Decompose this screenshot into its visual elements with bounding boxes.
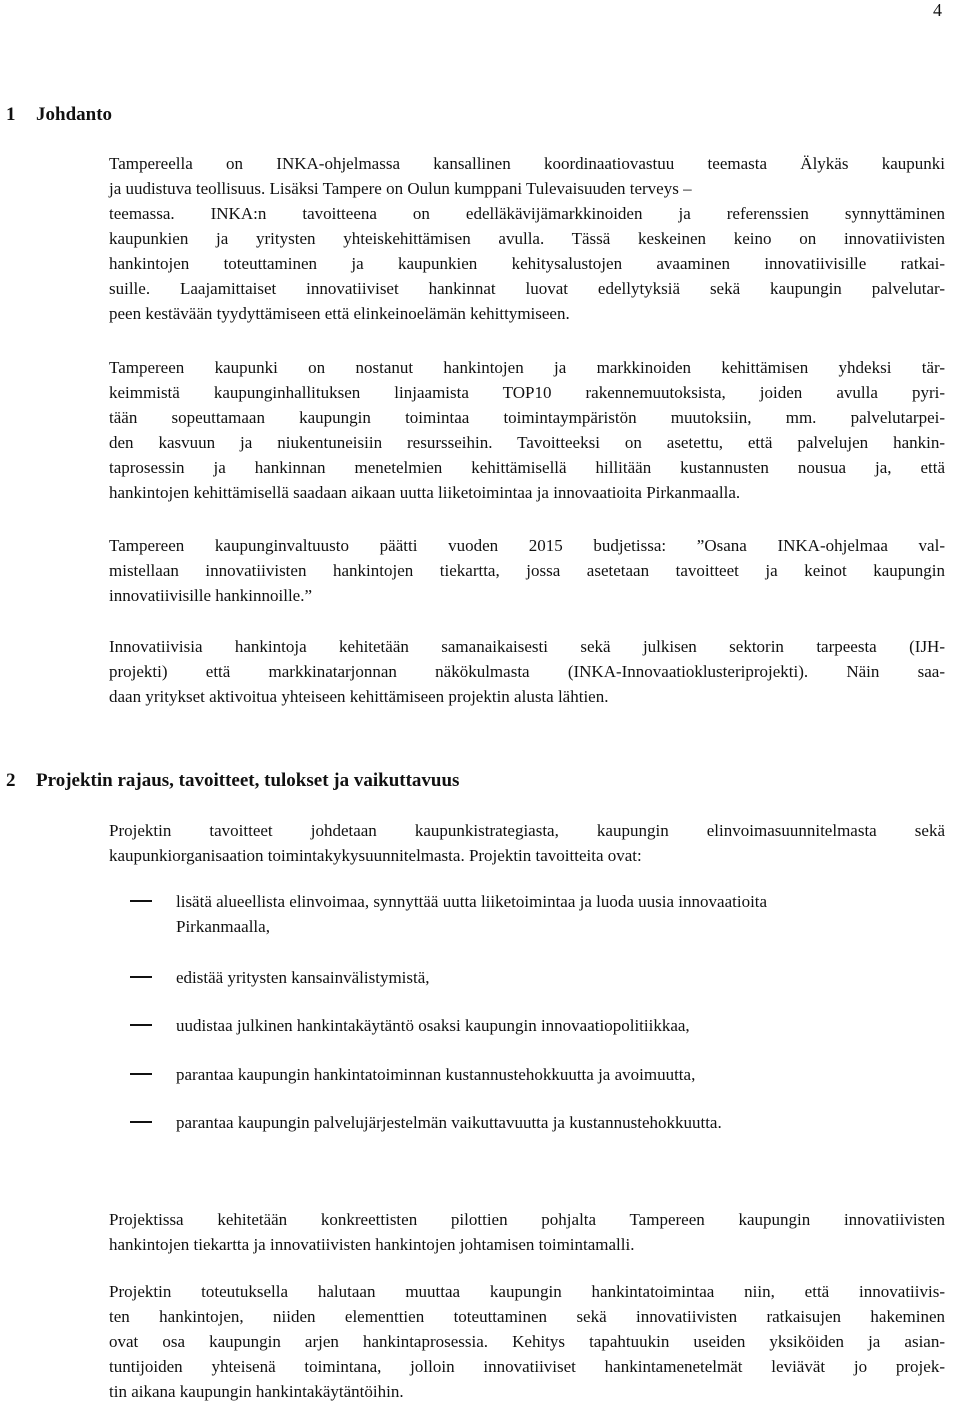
section-heading-2 (6, 769, 459, 793)
text-line: Tampereella on INKA-ohjelmassa kansallinen koordinaatiovastuu teemasta Älykäs kaupunki (109, 154, 945, 173)
text-line: Pirkanmaalla, (176, 917, 270, 936)
dash-bullet-icon (130, 976, 152, 978)
text-line: innovatiivisille hankinnoille.” (109, 586, 313, 605)
text-line: Innovatiivisia hankintoja kehitetään samanaikaisesti sekä julkisen sektorin tarpeesta (IJH- (109, 637, 945, 656)
text-line: Tampereen kaupunginvaltuusto päätti vuoden 2015 budjetissa: ”Osana INKA-ohjelmaa val- (109, 536, 945, 555)
text-line: daan yritykset aktivoitua yhteiseen kehittämiseen projektin alusta lähtien. (109, 687, 609, 706)
text-line: Projektissa kehitetään konkreettisten pilottien pohjalta Tampereen kaupungin innovatiivisten (109, 1210, 945, 1229)
text-line: mistellaan innovatiivisten hankintojen tiekartta, jossa asetetaan tavoitteet ja keinot kaupungin (109, 561, 945, 580)
text-line: hankintojen kehittämisellä saadaan aikaan uutta liiketoimintaa ja innovaatioita Pirkanmaalla. (109, 483, 741, 502)
text-line: keimmistä kaupunginhallituksen linjaamista TOP10 rakennemuutoksista, joiden avulla pyri- (109, 383, 945, 402)
text-line: Projektin toteutuksella halutaan muuttaa kaupungin hankintatoimintaa niin, että innovatiivis- (109, 1282, 945, 1301)
section-number: 2 (6, 770, 16, 791)
text-line: parantaa kaupungin palvelujärjestelmän vaikuttavuutta ja kustannustehokkuutta. (176, 1113, 722, 1132)
paragraph (109, 151, 945, 326)
paragraph (109, 1207, 945, 1257)
dash-bullet-icon (130, 900, 152, 902)
paragraph (109, 1279, 945, 1404)
text-line: teemassa. INKA:n tavoitteena on edelläkävijämarkkinoiden ja referenssien synnyttäminen (109, 204, 945, 223)
text-line: edistää yritysten kansainvälistymistä, (176, 968, 430, 987)
text-line: ovat osa kaupungin arjen hankintaprosessia. Kehitys tapahtuukin useiden yksiköiden ja asian- (109, 1332, 945, 1351)
paragraph (109, 355, 945, 505)
text-line: Projektin tavoitteet johdetaan kaupunkistrategiasta, kaupungin elinvoimasuunnitelmasta sekä (109, 821, 945, 840)
text-line: ten hankintojen, niiden elementtien toteuttaminen sekä innovatiivisten ratkaisujen hakeminen (109, 1307, 945, 1326)
text-line: suille. Laajamittaiset innovatiiviset hankinnat luovat edellytyksiä sekä kaupungin palvelutar- (109, 279, 945, 298)
page-number: 4 (933, 0, 942, 20)
text-line: Tampereen kaupunki on nostanut hankintojen ja markkinoiden kehittämisen yhdeksi tär- (109, 358, 945, 377)
text-line: projekti) että markkinatarjonnan näkökulmasta (INKA-Innovaatioklusteriprojekti). Näin saa- (109, 662, 945, 681)
section-title: Johdanto (36, 104, 113, 125)
paragraph (109, 533, 945, 608)
text-line: parantaa kaupungin hankintatoiminnan kustannustehokkuutta ja avoimuutta, (176, 1065, 696, 1084)
text-line: peen kestävään tyydyttämiseen että elinkeinoelämän kehittymiseen. (109, 304, 570, 323)
dash-bullet-icon (130, 1121, 152, 1123)
text-line: tuntijoiden yhteisenä toimintana, jolloin innovatiiviset hankintamenetelmät leviävät jo projek- (109, 1357, 945, 1376)
text-line: taprosessin ja hankinnan menetelmien kehittämisellä hillitään kustannusten nousua ja, että (109, 458, 945, 477)
text-line: kaupunkien ja yritysten yhteiskehittämisen avulla. Tässä keskeinen keino on innovatiivisten (109, 229, 945, 248)
text-line: hankintojen tiekartta ja innovatiivisten hankintojen johtamisen toimintamalli. (109, 1235, 635, 1254)
text-line: tään sopeuttamaan kaupungin toimintaa toimintaympäristön muutoksiin, mm. palvelutarpei- (109, 408, 945, 427)
text-line: den kasvuun ja niukentuneisiin resursseihin. Tavoitteeksi on asetettu, että palvelujen hankin- (109, 433, 945, 452)
section-number: 1 (6, 104, 16, 125)
paragraph (109, 818, 945, 868)
dash-bullet-icon (130, 1024, 152, 1026)
section-title: Projektin rajaus, tavoitteet, tulokset ja vaikuttavuus (36, 770, 460, 791)
text-line: hankintojen toteuttaminen ja kaupunkien kehitysalustojen avaaminen innovatiivisille ratkai- (109, 254, 945, 273)
text-line: uudistaa julkinen hankintakäytäntö osaksi kaupungin innovaatiopolitiikkaa, (176, 1016, 690, 1035)
text-line: ja uudistuva teollisuus. Lisäksi Tampere on Oulun kumppani Tulevaisuuden terveys – (109, 179, 692, 198)
text-line: kaupunkiorganisaation toimintakykysuunnitelmasta. Projektin tavoitteita ovat: (109, 846, 642, 865)
text-line: tin aikana kaupungin hankintakäytäntöihin. (109, 1382, 404, 1401)
text-line: lisätä alueellista elinvoimaa, synnyttää uutta liiketoimintaa ja luoda uusia innovaatioita (176, 892, 768, 911)
paragraph (109, 634, 945, 709)
dash-bullet-icon (130, 1073, 152, 1075)
section-heading-1 (6, 103, 112, 127)
